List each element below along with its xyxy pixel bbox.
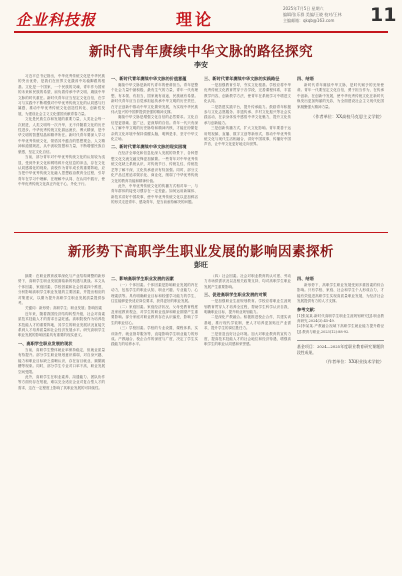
article1-column-1	[18, 74, 105, 226]
article2-column-2	[111, 274, 198, 570]
article1-column-3	[204, 74, 291, 226]
article1-paragraph: 赓续中华文脉是增强文化自信的必然要求。文化自信是更基础、更广泛、更深厚的自信。青年一代只有深入了解中华文明的历史脉络和精神内核，才能在纷繁复杂的文化环境中保持清醒头脑，明辨是非，坚守中华文化立场。	[111, 115, 198, 142]
article2-paragraph: 新形势下，高职学生职业发展受到多重因素的综合影响。只有学校、家庭、社会和学生个人形成合力，才能有效促进高职学生实现高质量职业发展，为经济社会发展提供有力的人才支撑。	[297, 283, 384, 304]
article2-column-4	[297, 274, 384, 570]
article1-paragraph: 习近平总书记指出，中华优秀传统文化是中华民族的突出优势，是我们在世界文化激荡中站稳脚跟的根基。文化是一个国家、一个民族的灵魂，青年作为国家的未来和民族的希望，肩负着传承中华文明、赓续中华文脉的时代重任。新时代青年应当坚定文化自信，在学习与实践中不断增强对中华优秀传统文化的认同感与归属感，推动中华优秀传统文化创造性转化、创新性发展，为建设社会主义文化强国贡献青春力量。	[18, 74, 105, 116]
article2-paragraph: （一）个体因素。个体因素是影响职业发展的内在动力，包括学生的职业认知、职业兴趣、专业能力、心理素质等。具有明确职业目标和较强学习能力的学生，往往能够更快适应岗位要求，获得更好的职业发展。	[111, 283, 198, 304]
article1-paragraph: 文化是民族生存和发展的重要力量，人类社会每一次跃进，人类文明每一次升华，无不伴随着文化的历史性进步。中华优秀传统文化源远流长、博大精深，是中华文明的智慧结晶和精华所在。新时代青年要深入学习中华优秀传统文化，领悟其中蕴含的思想观念、人文精神和道德规范，从中汲取智慧和力量，不断增强民族自豪感，坚定文化自信。	[18, 117, 105, 154]
article1-paragraph: 此外，中华优秀传统文化的传播方式相对单一，与青年群体的接受习惯存在一定差距。如何运用新媒体、新技术讲好中国故事，使中华优秀传统文化以更加鲜活的形式走进青年、感染青年，是当前亟待解决的问题。	[111, 183, 198, 205]
article1-credit: （作者单位：XX高校马克思主义学院）	[311, 114, 384, 120]
article2-subheading: 三、促进高职学生职业发展的对策	[204, 292, 267, 298]
article1-body	[18, 74, 384, 226]
issue-date: 2025年7月5日 星期六	[283, 6, 324, 11]
editor-line: 编辑/张乐群 美编/王晓 校对/王林	[283, 12, 342, 17]
article2-subheading: 一、高职学生职业发展的现状	[18, 340, 73, 346]
funding-note: 基金项目：2024—2025年度职业教育研究课题阶段性成果。	[297, 340, 384, 355]
section-title: 理论	[176, 10, 215, 29]
article1-paragraph: 二是搭建实践平台，提升传承能力。鼓励青年积极参与文化志愿服务、非遗传承、乡村文化振兴等社会实践活动，在亲身体验中感悟中华文化魅力，提升文化传承与创新能力。	[204, 104, 291, 125]
article2-paragraph: （三）学校因素。学校的专业设置、课程体系、实训条件、就业指导服务等，直接影响学生职业能力的形成。产教融合、校企合作的深度与广度，决定了学生实践能力的培养水平。	[111, 326, 198, 347]
article1-subheading: 二、新时代青年赓续中华文脉的现实困境	[111, 144, 187, 150]
references-heading: 参考文献：	[297, 306, 318, 312]
article2-paragraph: 此外，高职学生在职业素养、沟通能力、团队协作等方面仍存在短板，难以完全适应企业对复合型人才的需求，这在一定程度上影响了其职业发展的可持续性。	[18, 374, 105, 390]
article1-paragraph: 一是加强教育引导，夯实文化根基。学校应将中华优秀传统文化教育贯穿于各学段，完善课程体系，丰富教学内容，创新教学方法，使青年在系统学习中增进文化认同。	[204, 83, 291, 104]
article2-paragraph: 当前，高职学生整体就业率保持稳定，但就业质量有待提升。部分学生职业规划意识薄弱，对自身兴趣、能力和职业目标缺乏清晰认识，存在盲目就业、频繁跳槽等现象。同时，部分学生专业对口率不高，职业发展空间受限。	[18, 347, 105, 374]
article1-column-4	[297, 74, 384, 226]
article2-column-3	[204, 274, 291, 570]
article1-paragraph: 赓续中华文脉是新时代青年的使命担当。青年是整个社会力量中最积极、最有生气的力量，青年一代有理想、有本领、有担当，国家就有前途，民族就有希望。新时代青年应当自觉承担起传承中华文明的历史责任，在守正创新中推动中华文化繁荣发展，为实现中华民族伟大复兴的中国梦提供坚强的精神支撑。	[111, 83, 198, 115]
article2-title: 新形势下高职学生职业发展的影响因素探析	[68, 244, 334, 260]
article2-subheading: 二、影响高职学生职业发展的因素	[111, 276, 174, 281]
article1-column-2	[111, 74, 198, 226]
article1-paragraph: 在经济全球化和信息化深入发展的背景下，各种思想文化交流交融交锋更加频繁。一些青年对中华优秀传统文化缺乏系统认识，对传统节日、传统礼仪、传统技艺等了解不深，文化传承意识有待加强。同时，部分文化产品过度追求娱乐化、商业化，削弱了中华优秀传统文化的教育功能和精神价值。	[111, 151, 198, 183]
article1-paragraph: 三是创新传播方式，扩大文化影响。青年要善于运用短视频、直播、数字文创等新形式，推动中华优秀传统文化与现代生活相融合，讲好中国故事，传播好中国声音，让中华文化更好地走向世界。	[204, 126, 291, 147]
reference-item: [1]张某某.新时代高职学生职业生涯规划研究[J].职业教育研究,2024(3):45-49.	[297, 313, 384, 324]
article2-paragraph: 二是深化产教融合。积极推进校企合作，共建实训基地，推行现代学徒制，使人才培养更加贴近产业需求，提升学生的岗位胜任力。	[204, 315, 291, 331]
article1-subheading: 三、新时代青年赓续中华文脉的实践路径	[204, 76, 280, 81]
page-number: 11	[370, 4, 397, 26]
article2-paragraph: 近年来，随着我国经济结构转型升级，社会对高素质技术技能人才的需求日益旺盛。高职院校作为培养技术技能人才的重要阵地，其学生的职业发展状况直接关系到人才培养质量和社会经济发展水平。研究高职学生职业发展的影响因素具有重要的现实意义。	[18, 311, 105, 338]
masthead-meta	[283, 6, 363, 24]
article2-credit: （作者单位：XX职业技术学院）	[323, 359, 384, 365]
article-divider	[14, 232, 388, 233]
article2-author: 彭旺	[194, 260, 208, 269]
article1-paragraph: 当前，部分青年对中华优秀传统文化的认知较为浅显，受到外来文化和网络碎片化信息的冲击，存在文化认同感弱化的现象。高校作为青年成长的重要阵地，应当把中华优秀传统文化融入思想政治教育全过程，引导青年在学习中理解、在理解中认同、在认同中践行，使中华优秀传统文化真正内化于心、外化于行。	[18, 155, 105, 187]
newspaper-logo: 企业科技报	[16, 11, 97, 29]
editor-email: 主编邮箱：qkqb@163.com	[283, 18, 335, 23]
masthead	[0, 0, 402, 34]
article2-paragraph: （二）家庭因素。家庭经济状况、父母受教育程度及家庭教育观念，对学生的职业选择和职业期望产生重要影响。部分家庭对职业教育存在认识偏差，影响了学生的职业信心。	[111, 304, 198, 325]
article2-paragraph: 一是加强职业生涯规划教育。学校应将职业生涯规划教育贯穿人才培养全过程，帮助学生科学认识自我，明确职业目标，提升职业规划能力。	[204, 299, 291, 315]
article2-column-1	[18, 274, 105, 570]
reference-item: [2]李某某.产教融合视域下高职学生就业能力提升路径[J].教育与职业,2023(12):88-92.	[297, 324, 384, 334]
article1-paragraph: 新时代青年赓续中华文脉，是时代赋予的光荣使命。青年一代要坚定文化自信，勇于担当作为，在传承中创新、在创新中发展，使中华优秀传统文化在新时代焕发出更加绚丽的光彩，为全面建设社会主义现代化国家凝聚强大精神力量。	[297, 83, 384, 109]
article1-subheading: 一、新时代青年赓续中华文脉的价值意蕴	[111, 76, 187, 81]
article1-author: 李安	[194, 60, 208, 69]
article1-title: 新时代青年赓续中华文脉的路径探究	[89, 44, 313, 60]
article2-paragraph: （四）社会因素。社会对职业教育的认可度、劳动力市场供需状况以及相关政策支持，均对高职学生职业发展产生重要影响。	[204, 274, 291, 289]
masthead-rule	[14, 31, 388, 33]
article2-keywords: 关键词：新形势；高职学生；职业发展；影响因素	[25, 306, 102, 311]
article2-body	[18, 274, 384, 570]
article1-subheading: 四、结语	[297, 76, 314, 81]
article2-abstract: 摘要：在职业教育改革深化与产业结构调整的新形势下，高职学生职业发展面临新的机遇与挑战。本文从个体因素、家庭因素、学校因素和社会因素四个维度，分析影响高职学生职业发展的主要因素，并提出相应的对策建议，以期为提升高职学生职业发展质量提供参考。	[18, 274, 105, 306]
article2-subheading: 四、结语	[297, 276, 314, 281]
article2-paragraph: 三是营造良好社会环境。加大对职业教育的宣传力度，提高技术技能人才的社会地位和经济待遇，增强高职学生的职业认同感和荣誉感。	[204, 331, 291, 347]
